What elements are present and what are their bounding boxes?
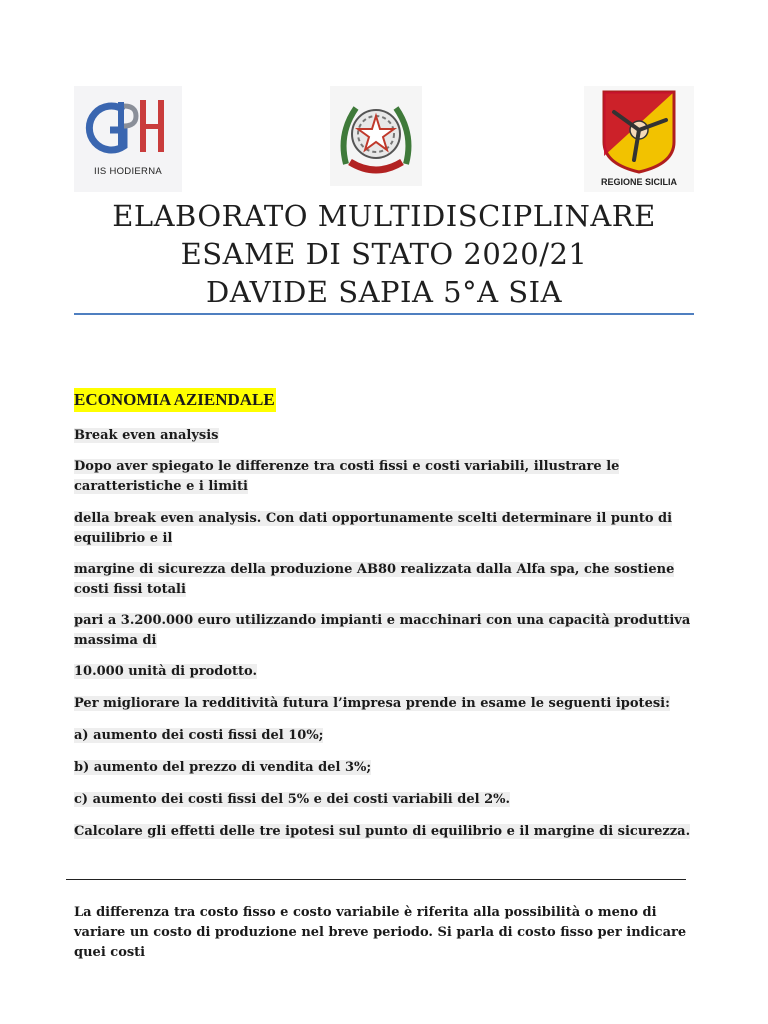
paragraph-text: 10.000 unità di prodotto. — [74, 664, 257, 679]
region-name: REGIONE SICILIA — [601, 177, 678, 187]
republic-emblem-icon — [330, 86, 422, 186]
title-line-1: ELABORATO MULTIDISCIPLINARE — [112, 199, 656, 233]
title-line-2: ESAME DI STATO 2020/21 — [180, 237, 588, 271]
paragraph — [74, 611, 704, 651]
paragraph-text: a) aumento dei costi fissi del 10%; — [74, 728, 324, 743]
paragraph — [74, 509, 704, 549]
paragraph-text: Dopo aver spiegato le differenze tra costi fissi e costi variabili, illustrare le caratteristiche e i limiti — [74, 459, 620, 494]
paragraph — [74, 822, 704, 842]
paragraph-text: Per migliorare la redditività futura l’impresa prende in esame le seguenti ipotesi: — [74, 696, 670, 711]
document-title — [74, 197, 694, 311]
paragraph — [74, 790, 704, 810]
paragraph — [74, 457, 704, 497]
title-line-3: DAVIDE SAPIA 5°A SIA — [205, 275, 563, 309]
paragraph — [74, 426, 704, 446]
school-logo — [74, 86, 182, 192]
sicily-shield-icon — [584, 86, 694, 174]
paragraph — [74, 726, 704, 746]
paragraph — [74, 758, 704, 778]
gbh-monogram-icon — [74, 86, 182, 166]
paragraph — [74, 560, 704, 600]
paragraph — [74, 662, 704, 682]
paragraph-text: c) aumento dei costi fissi del 5% e dei costi variabili del 2%. — [74, 792, 511, 807]
italian-emblem — [330, 86, 422, 186]
paragraph-text: Break even analysis — [74, 428, 219, 443]
paragraph — [74, 694, 704, 714]
school-name: IIS HODIERNA — [94, 166, 162, 177]
paragraph-text: margine di sicurezza della produzione AB80 realizzata dalla Alfa spa, che sostiene costi fissi totali — [74, 562, 675, 597]
section-heading: ECONOMIA AZIENDALE — [74, 388, 276, 412]
region-logo — [584, 86, 694, 192]
paragraph-text: b) aumento del prezzo di vendita del 3%; — [74, 760, 372, 775]
paragraph-text: Calcolare gli effetti delle tre ipotesi sul punto di equilibrio e il margine di sicurezza. — [74, 824, 691, 839]
section-divider — [66, 879, 686, 880]
paragraph-text: della break even analysis. Con dati opportunamente scelti determinare il punto di equilibrio e il — [74, 511, 673, 546]
logo-row — [74, 86, 694, 192]
paragraph-text: pari a 3.200.000 euro utilizzando impianti e macchinari con una capacità produttiva massima di — [74, 613, 691, 648]
body-paragraph: La differenza tra costo fisso e costo variabile è riferita alla possibilità o meno di variare un costo di produzione nel breve periodo. Si parla di costo fisso per indicare quei costi — [74, 905, 687, 960]
title-underline — [74, 313, 694, 315]
